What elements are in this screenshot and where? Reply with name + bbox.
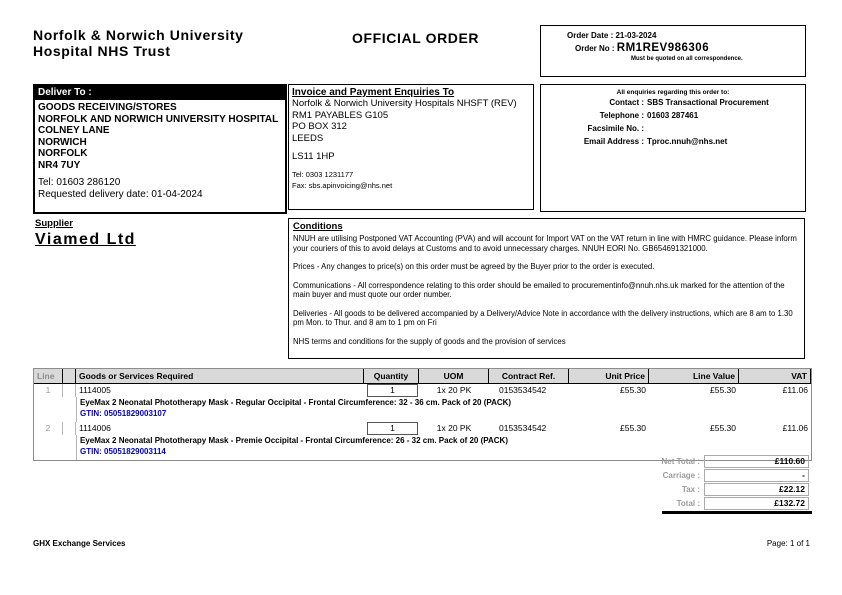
deliver-address-line: NORFOLK AND NORWICH UNIVERSITY HOSPITAL: [38, 113, 279, 125]
deliver-to-address: [35, 100, 285, 171]
items-table: [33, 368, 812, 461]
item-contract-ref: 0153534542: [499, 385, 547, 395]
trust-name: [33, 27, 244, 59]
item-line-value: £55.30: [710, 385, 736, 395]
item-unit-price: £55.30: [620, 423, 646, 433]
invoice-enquiries-box: [288, 84, 534, 210]
header-line-value: Line Value: [649, 369, 739, 384]
item-quantity-value: 1: [367, 384, 418, 397]
conditions-title: Conditions: [293, 221, 343, 232]
invoice-fax: Fax: sbs.apinvoicing@nhs.net: [292, 181, 393, 190]
header-line: Line: [34, 369, 63, 384]
trust-name-line2: Hospital NHS Trust: [33, 43, 171, 59]
invoice-address-line: LEEDS: [292, 132, 324, 144]
conditions-paragraph: Communications - All correspondence relating to this order should be emailed to procurementinfo@nnuh.nhs.uk marked for the attention of the main buyer and must quote our order number.: [293, 280, 785, 299]
item-blank-cell: [63, 422, 76, 435]
trust-name-line1: Norfolk & Norwich University: [33, 27, 244, 43]
header-unit-price: Unit Price: [569, 369, 649, 384]
header-vat: VAT: [739, 369, 811, 384]
invoice-address-line: Norfolk & Norwich University Hospitals NHSFT (REV): [292, 98, 517, 109]
header-contract-ref: Contract Ref.: [489, 369, 569, 384]
totals-section: [620, 455, 812, 514]
invoice-address-line: PO BOX 312: [292, 121, 347, 132]
item-description: EyeMax 2 Neonatal Phototherapy Mask - Premie Occipital - Frontal Circumference: 26 - 32 cm. Pack of 20 (PACK): [76, 435, 811, 446]
carriage-label: Carriage :: [662, 471, 700, 480]
enquiries-facsimile-row: [541, 122, 805, 135]
facsimile-label: Facsimile No. :: [587, 124, 644, 133]
enquiries-telephone-row: [541, 109, 805, 122]
net-total-label: Net Total :: [661, 457, 700, 466]
order-date-value: 21-03-2024: [615, 31, 657, 40]
tax-label: Tax :: [681, 485, 700, 494]
telephone-value: 01603 287461: [647, 111, 699, 120]
item-vat: £11.06: [782, 385, 808, 395]
item-line-no: 1: [34, 384, 63, 397]
item-contract-ref: 0153534542: [499, 423, 547, 433]
order-info-box: [540, 25, 806, 77]
email-label: Email Address :: [583, 137, 644, 146]
invoice-tel: Tel: 0303 1231177: [292, 170, 354, 179]
item-quantity-value: 1: [367, 422, 418, 435]
header-quantity: Quantity: [364, 369, 419, 384]
header-uom: UOM: [419, 369, 489, 384]
net-total-value: £110.60: [704, 455, 809, 468]
order-no-row: [575, 42, 805, 54]
item-code: 1114005: [79, 385, 111, 395]
telephone-label: Telephone :: [599, 111, 644, 120]
conditions-box: [288, 218, 805, 359]
invoice-address-line: RM1 PAYABLES G105: [292, 109, 389, 121]
item-gtin: GTIN: 05051829003114: [76, 446, 811, 460]
total-underline: [662, 511, 812, 514]
enquiries-email-row: [541, 135, 805, 148]
item-vat: £11.06: [782, 423, 808, 433]
item-uom: 1x 20 PK: [436, 385, 472, 395]
item-code: 1114006: [79, 423, 111, 433]
carriage-value: -: [704, 469, 809, 482]
item-line-no: 2: [34, 422, 63, 435]
order-no-label: Order No :: [575, 44, 615, 53]
contact-value: SBS Transactional Procurement: [647, 98, 769, 107]
header-goods: Goods or Services Required: [76, 369, 364, 384]
tax-value: £22.12: [704, 483, 809, 496]
conditions-paragraph: Prices - Any changes to price(s) on this order must be agreed by the Buyer prior to the order is executed.: [293, 262, 655, 271]
conditions-paragraph: NNUH are utilising Postponed VAT Accounting (PVA) and will account for Import VAT on the VAT return in line with HMRC guidance. Please inform your couriers of this to avoid delays at Customs and to avoid unnecessary charges. NNUH EORI No. GB654691321000.: [293, 234, 797, 253]
conditions-paragraph: NHS terms and conditions for the supply of goods and the provision of services: [293, 336, 566, 346]
table-row: [34, 384, 811, 422]
item-unit-price: £55.30: [620, 385, 646, 395]
contact-label: Contact :: [609, 98, 644, 107]
deliver-address-line: NORFOLK: [38, 148, 88, 159]
item-quantity: [364, 422, 419, 435]
net-total-row: [620, 455, 812, 468]
email-value: Tproc.nnuh@nhs.net: [647, 137, 728, 146]
deliver-address-line: NORWICH: [38, 136, 87, 148]
supplier-name: Viamed Ltd: [35, 231, 136, 248]
footer-page-number: Page: 1 of 1: [766, 539, 810, 548]
conditions-paragraph: Deliveries - All goods to be delivered accompanied by a Delivery/Advice Note in accordance with the delivery instructions, which are 8 am to 1.30 pm Mon. to Thur. and 8 am to 1 pm on Fri: [293, 308, 793, 327]
invoice-postcode: LS11 1HP: [292, 151, 335, 162]
item-main-line: [34, 384, 811, 397]
order-date-label: Order Date :: [567, 31, 614, 40]
footer-service-name: GHX Exchange Services: [33, 539, 126, 548]
deliver-to-title: Deliver To :: [35, 86, 285, 100]
item-main-line: [34, 422, 811, 435]
item-description: EyeMax 2 Neonatal Phototherapy Mask - Regular Occipital - Frontal Circumference: 32 - 36 cm. Pack of 20 (PACK): [76, 397, 811, 408]
deliver-address-line: GOODS RECEIVING/STORES: [38, 102, 177, 113]
invoice-enquiries-title: Invoice and Payment Enquiries To: [292, 87, 455, 98]
item-blank-cell: [63, 384, 76, 397]
item-quantity: [364, 384, 419, 397]
total-row: [620, 497, 812, 510]
deliver-address-line: NR4 7UY: [38, 159, 81, 171]
item-gtin: GTIN: 05051829003107: [76, 408, 811, 422]
order-quote-note: Must be quoted on all correspondence.: [631, 56, 743, 62]
total-label: Total :: [676, 499, 700, 508]
items-table-header: [34, 369, 811, 384]
document-title: OFFICIAL ORDER: [352, 30, 480, 46]
item-line-value: £55.30: [710, 423, 736, 433]
requested-delivery-date: Requested delivery date: 01-04-2024: [38, 189, 203, 200]
order-no-value: RM1REV986306: [616, 42, 710, 54]
enquiries-contact-row: [541, 96, 805, 109]
carriage-row: [620, 469, 812, 482]
deliver-address-line: COLNEY LANE: [38, 125, 110, 136]
order-date-row: [567, 31, 805, 40]
tax-row: [620, 483, 812, 496]
order-enquiries-box: [540, 84, 806, 212]
total-value: £132.72: [704, 497, 809, 510]
enquiries-note: All enquiries regarding this order to:: [616, 89, 730, 96]
deliver-to-box: [33, 84, 287, 214]
header-blank: [63, 369, 76, 384]
supplier-label: Supplier: [35, 218, 74, 229]
item-uom: 1x 20 PK: [436, 423, 472, 433]
deliver-tel: Tel: 01603 286120: [38, 177, 121, 188]
